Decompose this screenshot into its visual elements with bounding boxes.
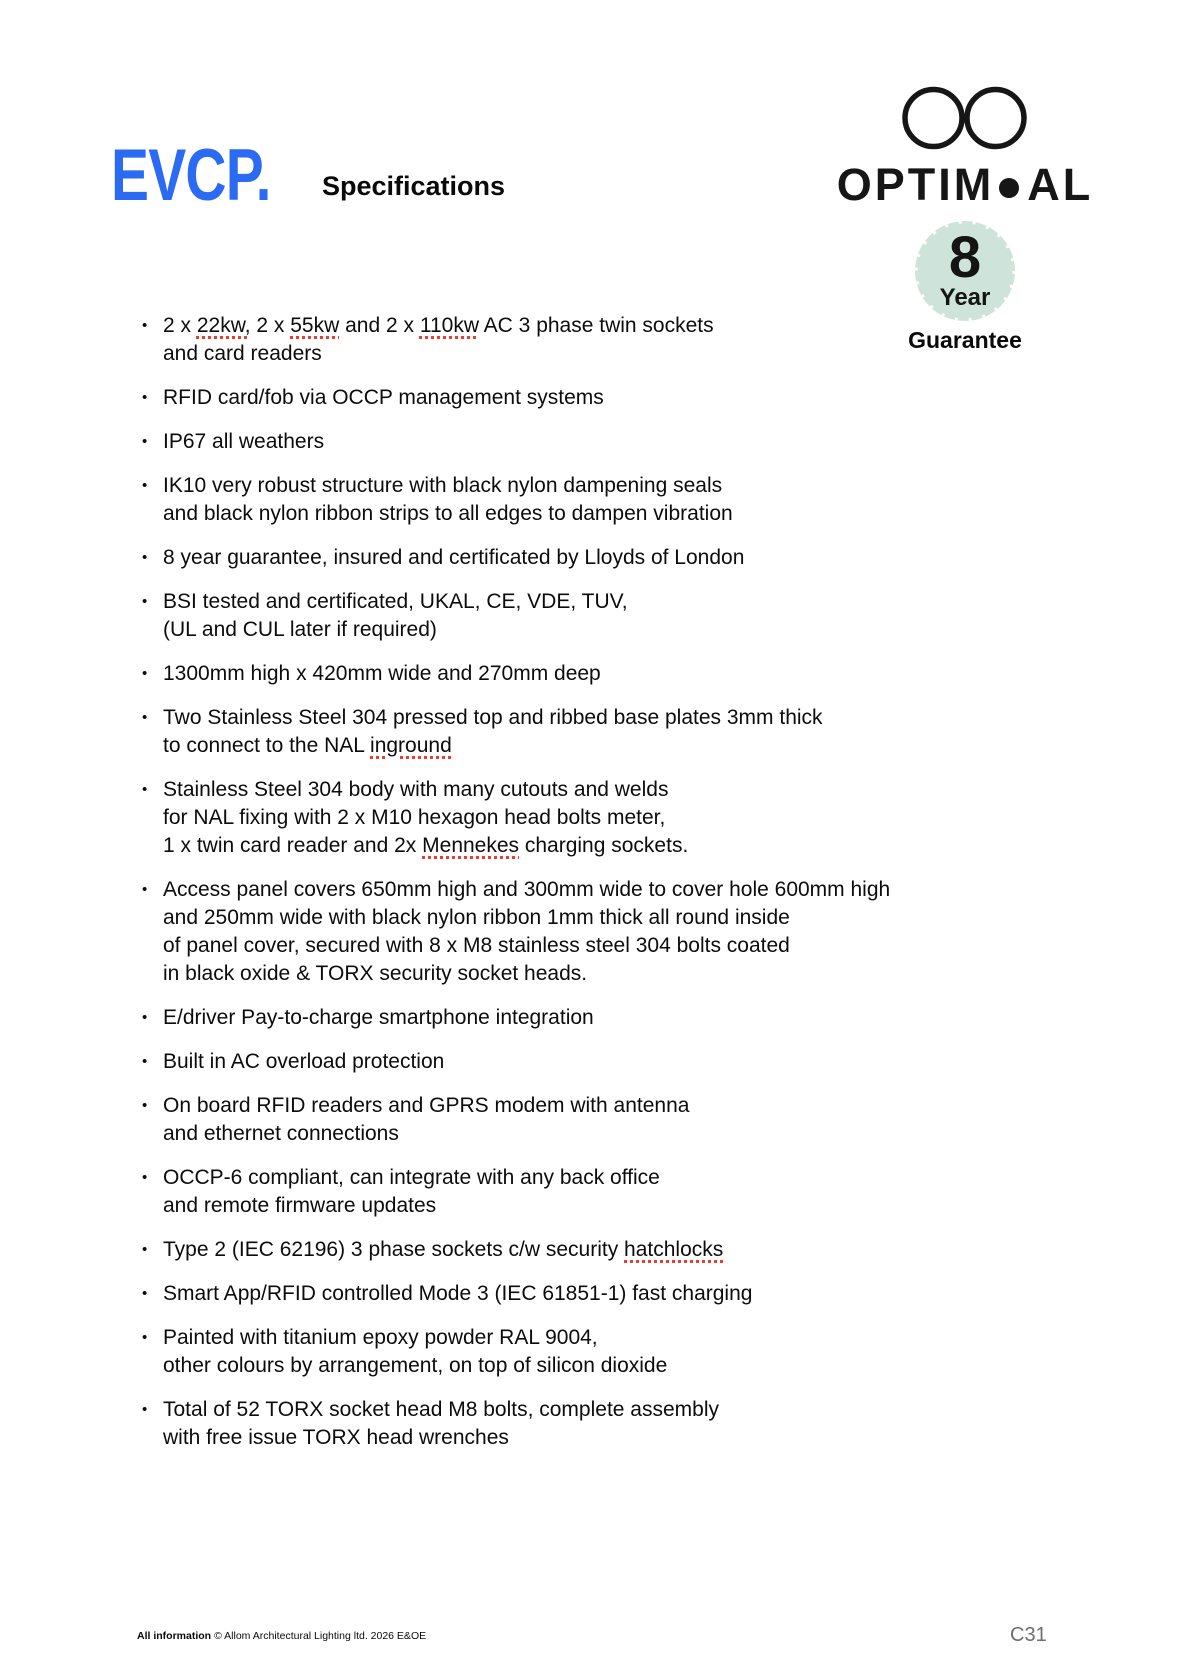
spec-text: Smart App/RFID controlled Mode 3 (IEC 61851-1) fast charging [163, 1282, 753, 1305]
spec-text: for NAL fixing with 2 x M10 hexagon head bolts meter, [163, 806, 666, 829]
spec-item [140, 384, 1020, 412]
bullet-dot: • [142, 1401, 148, 1418]
spec-text: Access panel covers 650mm high and 300mm wide to cover hole 600mm high [163, 878, 891, 901]
spec-list [140, 312, 1020, 1468]
spec-item [140, 1324, 1020, 1380]
spec-item [140, 544, 1020, 572]
spec-text: IK10 very robust structure with black nylon dampening seals [163, 474, 723, 497]
bullet-dot: • [142, 477, 148, 494]
bullet-dot: • [142, 1169, 148, 1186]
spec-text: (UL and CUL later if required) [163, 618, 437, 641]
guarantee-badge-content [913, 219, 1017, 323]
spec-text: Two Stainless Steel 304 pressed top and ribbed base plates 3mm thick [163, 706, 823, 729]
guarantee-years-number: 8 [948, 224, 982, 290]
spec-text: BSI tested and certificated, UKAL, CE, VDE, TUV, [163, 590, 628, 613]
spec-text: charging sockets. [519, 834, 689, 857]
spec-item [140, 1236, 1020, 1264]
spec-text: Total of 52 TORX socket head M8 bolts, complete assembly [163, 1398, 719, 1421]
spec-text: and remote firmware updates [163, 1194, 437, 1217]
spec-text: Painted with titanium epoxy powder RAL 9004, [163, 1326, 598, 1349]
bullet-dot: • [142, 1241, 148, 1258]
misspelled-word: 22kw, [196, 314, 251, 337]
spec-text: 1300mm high x 420mm wide and 270mm deep [163, 662, 601, 685]
guarantee-years-unit: Year [939, 284, 991, 312]
misspelled-word: inground [370, 734, 452, 757]
spec-text: IP67 all weathers [163, 430, 325, 453]
spec-text: to connect to the NAL [163, 734, 371, 757]
misspelled-word: hatchlocks [624, 1238, 724, 1261]
bullet-dot: • [142, 317, 148, 334]
spec-text: 2 x [163, 314, 197, 337]
bullet-dot: • [142, 1009, 148, 1026]
spec-item [140, 1092, 1020, 1148]
spec-item [140, 876, 1020, 988]
spec-item [140, 776, 1020, 860]
misspelled-word: 110kw [419, 314, 479, 337]
spec-text: E/driver Pay-to-charge smartphone integration [163, 1006, 594, 1029]
optimal-wordmark [836, 159, 1094, 210]
page-title: Specifications [322, 171, 506, 201]
bullet-dot: • [142, 549, 148, 566]
spec-item [140, 1048, 1020, 1076]
spec-text: 1 x twin card reader and 2x [163, 834, 423, 857]
misspelled-word: 55kw [290, 314, 340, 337]
bullet-dot: • [142, 1285, 148, 1302]
spec-text: Built in AC overload protection [163, 1050, 445, 1073]
bullet-dot: • [142, 881, 148, 898]
spec-text: AC 3 phase twin sockets [479, 314, 714, 337]
spec-text: of panel cover, secured with 8 x M8 stainless steel 304 bolts coated [163, 934, 790, 957]
bullet-dot: • [142, 433, 148, 450]
spec-item [140, 472, 1020, 528]
spec-text: 8 year guarantee, insured and certificated by Lloyds of London [163, 546, 745, 569]
page-number: C31 [1010, 1624, 1047, 1646]
evcp-brand-logo: EVCP. [111, 135, 271, 216]
footer-copyright-bold: All information [137, 1630, 212, 1642]
spec-text: and 250mm wide with black nylon ribbon 1mm thick all round inside [163, 906, 790, 929]
spec-text: and 2 x [339, 314, 420, 337]
spec-text: and ethernet connections [163, 1122, 399, 1145]
footer-copyright [137, 1630, 426, 1642]
spec-item [140, 660, 1020, 688]
bullet-dot: • [142, 1097, 148, 1114]
spec-text: Stainless Steel 304 body with many cutouts and welds [163, 778, 669, 801]
spec-item [140, 1396, 1020, 1452]
optimal-word-left: OPTIM [836, 159, 995, 210]
spec-text: RFID card/fob via OCCP management systems [163, 386, 604, 409]
spec-item [140, 428, 1020, 456]
bullet-dot: • [142, 1329, 148, 1346]
dot-separator-icon [999, 178, 1019, 198]
guarantee-badge [913, 219, 1017, 323]
bullet-dot: • [142, 665, 148, 682]
bullet-dot: • [142, 709, 148, 726]
footer-copyright-rest: © Allom Architectural Lighting ltd. 2026 E&OE [214, 1630, 427, 1642]
spec-text: Type 2 (IEC 62196) 3 phase sockets c/w security [163, 1238, 625, 1261]
spec-text: and card readers [163, 342, 322, 365]
spec-item [140, 1164, 1020, 1220]
bullet-dot: • [142, 781, 148, 798]
spec-item [140, 1280, 1020, 1308]
spec-item [140, 588, 1020, 644]
misspelled-word: Mennekes [422, 834, 520, 857]
spec-text: OCCP-6 compliant, can integrate with any back office [163, 1166, 660, 1189]
spec-text: and black nylon ribbon strips to all edges to dampen vibration [163, 502, 733, 525]
spec-text: in black oxide & TORX security socket heads. [163, 962, 588, 985]
guarantee-label: Guarantee [908, 327, 1022, 353]
spec-text: 2 x [250, 314, 291, 337]
bullet-dot: • [142, 1053, 148, 1070]
spec-item [140, 1004, 1020, 1032]
bullet-dot: • [142, 593, 148, 610]
spec-text: other colours by arrangement, on top of silicon dioxide [163, 1354, 668, 1377]
optimal-word-right: AL [1027, 159, 1094, 210]
double-circle-icon [901, 86, 1029, 150]
spec-item [140, 312, 1020, 368]
spec-item [140, 704, 1020, 760]
spec-text: with free issue TORX head wrenches [163, 1426, 509, 1449]
bullet-dot: • [142, 389, 148, 406]
spec-text: On board RFID readers and GPRS modem with antenna [163, 1094, 690, 1117]
